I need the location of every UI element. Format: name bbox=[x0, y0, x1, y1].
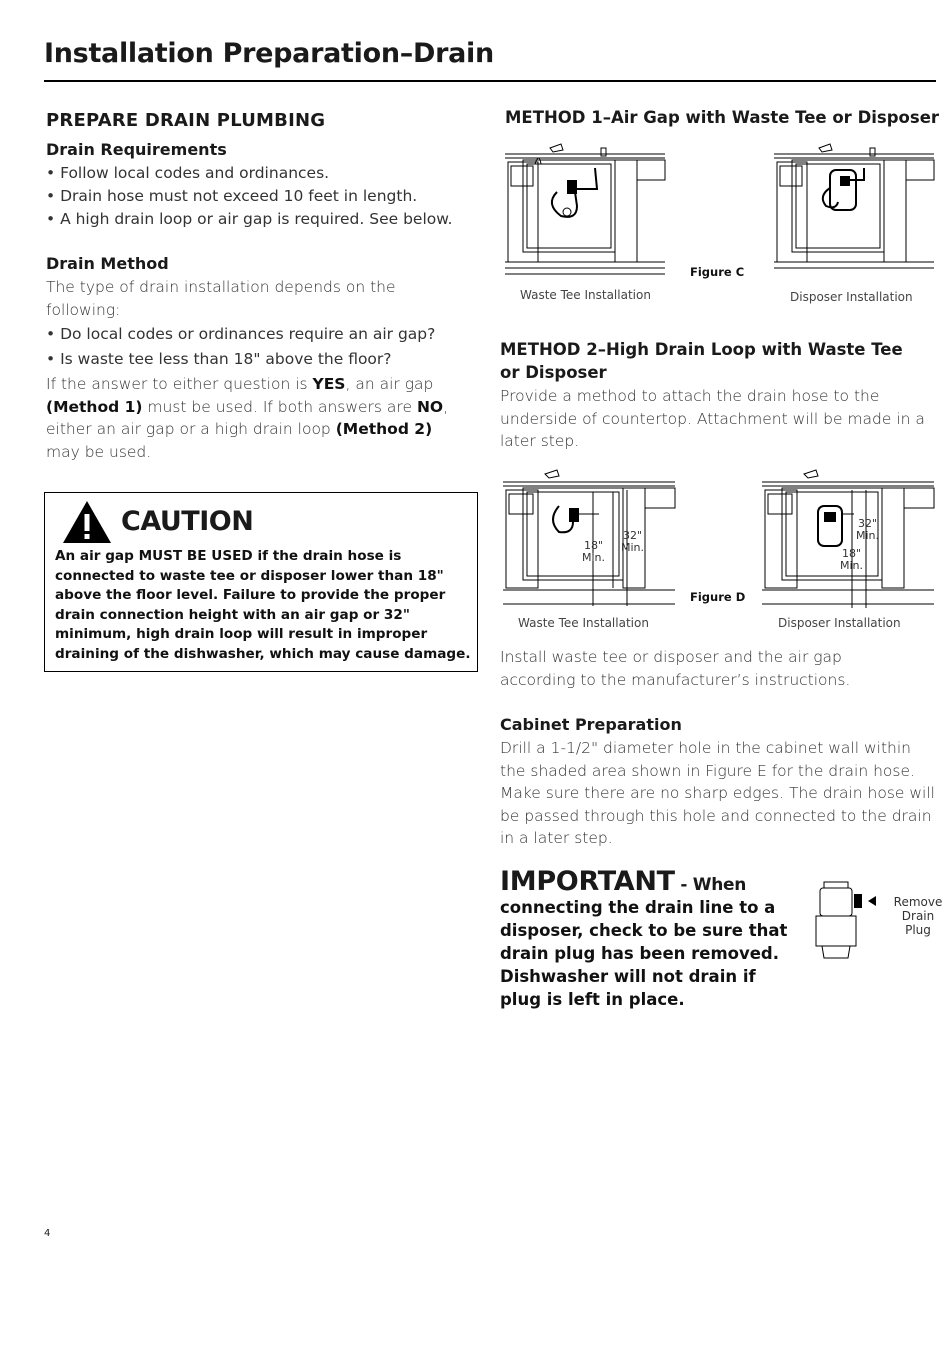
figure-d-caption-right: Disposer Installation bbox=[778, 616, 901, 630]
list-item: • Is waste tee less than 18" above the floor? bbox=[46, 347, 476, 372]
remove-drain-plug-label: Remove Drain Plug bbox=[893, 895, 943, 937]
list-item: • A high drain loop or air gap is required. See below. bbox=[46, 208, 476, 231]
figure-d-caption-left: Waste Tee Installation bbox=[518, 616, 649, 630]
figure-d-waste-tee-diagram bbox=[503, 470, 678, 606]
cabinet-text: Drill a 1-1/2" diameter hole in the cabinet wall within the shaded area shown in Figure E for the drain hose. Make sure there are no sharp edges. The drain hose will be passed through this hole and connected to the drain in a later step. bbox=[500, 739, 935, 847]
caution-text: An air gap MUST BE USED if the drain hose is connected to waste tee or disposer lower than 18" above the floor level. Failure to provide the proper drain connection height with an air gap or 32" minimum, high drain loop will result in improper draining of the dishwasher, which may cause damage. bbox=[55, 548, 471, 662]
figure-d-right-32-label: 32" Min. bbox=[856, 517, 880, 542]
figure-d-disposer-diagram bbox=[762, 470, 937, 608]
page-number: 4 bbox=[44, 1228, 51, 1239]
warning-icon bbox=[61, 499, 113, 545]
figure-c-disposer-diagram bbox=[774, 144, 936, 276]
drain-method-intro: The type of drain installation depends on the following: bbox=[46, 278, 396, 319]
drain-method-heading: Drain Method bbox=[46, 254, 169, 273]
section-title: PREPARE DRAIN PLUMBING bbox=[46, 110, 326, 131]
drain-method-list bbox=[46, 322, 476, 372]
list-item: • Do local codes or ordinances require an air gap? bbox=[46, 322, 476, 347]
figure-d-right-18-label: 18" Min. bbox=[840, 547, 864, 572]
figure-d-left-18-label: 18" Min. bbox=[582, 539, 606, 564]
install-instructions-text: Install waste tee or disposer and the air gap according to the manufacturer’s instructions. bbox=[500, 648, 851, 689]
figure-c-caption-left: Waste Tee Installation bbox=[520, 288, 651, 302]
list-item: • Drain hose must not exceed 10 feet in length. bbox=[46, 185, 476, 208]
title-divider bbox=[44, 80, 936, 82]
disposer-plug-icon bbox=[812, 882, 882, 962]
figure-c-waste-tee-diagram bbox=[505, 144, 667, 276]
caution-box bbox=[44, 492, 478, 672]
method2-heading-line2: or Disposer bbox=[500, 363, 607, 382]
caution-heading: CAUTION bbox=[121, 506, 254, 537]
list-item: • Follow local codes and ordinances. bbox=[46, 162, 476, 185]
page-title: Installation Preparation–Drain bbox=[44, 38, 494, 69]
figure-c-caption-right: Disposer Installation bbox=[790, 290, 913, 304]
cabinet-heading: Cabinet Preparation bbox=[500, 715, 682, 734]
figure-d-label: Figure D bbox=[690, 590, 746, 604]
method1-heading: METHOD 1–Air Gap with Waste Tee or Disposer bbox=[505, 108, 940, 127]
figure-d-left-32-label: 32" Min. bbox=[621, 529, 645, 554]
method2-heading-line1: METHOD 2–High Drain Loop with Waste Tee bbox=[500, 340, 903, 359]
method2-text: Provide a method to attach the drain hose to the underside of countertop. Attachment will be made in a later step. bbox=[500, 387, 925, 450]
figure-c-label: Figure C bbox=[690, 265, 745, 279]
drain-method-paragraph: If the answer to either question is YES, an air gap (Method 1) must be used. If both answers are NO, either an air gap or a high drain loop (Method 2) may be used. bbox=[46, 375, 449, 461]
important-text: connecting the drain line to a disposer, check to be sure that drain plug has been removed. Dishwasher will not drain if plug is left in place. bbox=[500, 898, 788, 1009]
drain-requirements-list bbox=[46, 162, 476, 231]
drain-requirements-heading: Drain Requirements bbox=[46, 140, 227, 159]
important-heading: IMPORTANT - When bbox=[500, 866, 747, 897]
